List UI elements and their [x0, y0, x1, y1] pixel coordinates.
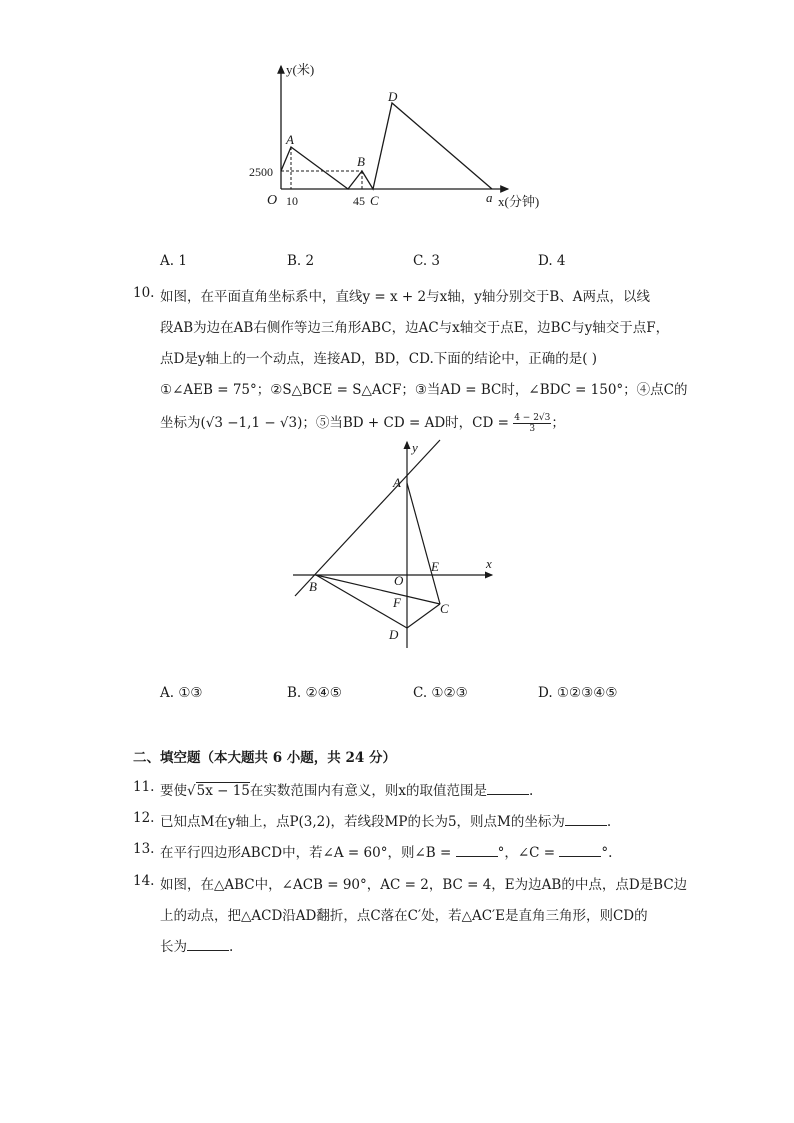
- fig2-label-y: y: [412, 440, 418, 455]
- segment-bc: [316, 575, 440, 604]
- q13-line: [160, 841, 612, 861]
- q10-fraction-num: 4 − 2√3: [514, 413, 551, 423]
- label-a-x: a: [486, 190, 493, 205]
- fig2-label-o: O: [394, 573, 404, 588]
- q12-text-a: 已知点M在y轴上，点P(3,2)，若线段MP的长为5，则点M的坐标为: [160, 814, 565, 830]
- q11-number: 11.: [133, 779, 155, 795]
- q10-fraction: [513, 413, 551, 434]
- label-a: A: [286, 132, 294, 147]
- q11-text-a: 要使: [160, 783, 187, 799]
- q14-text-a: 长为: [160, 939, 187, 955]
- q14-line-3: [160, 935, 233, 955]
- q11-text-c: .: [529, 783, 534, 799]
- figure-distance-time-graph: [240, 58, 560, 218]
- origin-label: O: [267, 193, 278, 208]
- q10-option-a[interactable]: A. ①③: [160, 685, 203, 701]
- y-axis-label: y(米): [286, 62, 315, 77]
- q10-number: 10.: [133, 285, 155, 301]
- fig2-label-e: E: [431, 559, 439, 574]
- q12-text-c: .: [606, 814, 612, 830]
- segment-cd: [407, 604, 440, 628]
- q10-fraction-den: 3: [529, 424, 536, 434]
- x-axis-label: x(分钟): [498, 194, 540, 209]
- segment-ac: [407, 483, 440, 604]
- q12-answer-blank[interactable]: [565, 813, 607, 826]
- q12-line: [160, 810, 611, 830]
- q13-text-c: °.: [601, 845, 613, 861]
- line-y-eq-x-plus-2: [295, 440, 440, 596]
- q9-option-b[interactable]: B. 2: [287, 253, 315, 269]
- q10-line-5: [160, 411, 565, 434]
- figure-coordinate-triangle: [285, 438, 505, 650]
- fig2-label-c: C: [440, 601, 449, 616]
- q10-line-4: ①∠AEB = 75°；②S△BCE = S△ACF；③当AD = BC时，∠BDC = 150°；④点C的: [160, 382, 688, 398]
- q10-option-b[interactable]: B. ②④⑤: [287, 685, 342, 701]
- q13-answer-blank-b[interactable]: [456, 844, 498, 857]
- q12-number: 12.: [133, 810, 155, 826]
- q9-option-d[interactable]: D. 4: [538, 253, 566, 269]
- q11-text-b: 在实数范围内有意义，则x的取值范围是: [249, 783, 488, 799]
- q9-option-a[interactable]: A. 1: [160, 253, 187, 269]
- q10-option-c[interactable]: C. ①②③: [413, 685, 468, 701]
- label-c: C: [370, 193, 379, 208]
- fig2-label-d: D: [389, 627, 399, 642]
- q10-option-d[interactable]: D. ①②③④⑤: [538, 685, 618, 701]
- q11-answer-blank[interactable]: [487, 782, 529, 795]
- tick-2500: 2500: [249, 165, 273, 179]
- fig2-label-x: x: [486, 556, 492, 571]
- section-2-heading: 二、填空题（本大题共 6 小题，共 24 分）: [133, 750, 396, 766]
- q10-line-5-end: ；: [551, 415, 565, 431]
- q14-text-c: .: [229, 939, 234, 955]
- q13-number: 13.: [133, 841, 155, 857]
- tick-45: 45: [353, 194, 365, 208]
- q10-line-3: 点D是y轴上的一个动点，连接AD，BD，CD.下面的结论中，正确的是( ): [160, 351, 598, 367]
- fig2-label-f: F: [393, 595, 401, 610]
- label-b: B: [357, 154, 365, 169]
- q10-line-2: 段AB为边在AB右侧作等边三角形ABC，边AC与x轴交于点E，边BC与y轴交于点F，: [160, 320, 670, 336]
- tick-10: 10: [286, 194, 298, 208]
- fig2-label-a: A: [393, 475, 401, 490]
- q11-line: 要使√5x − 15在实数范围内有意义，则x的取值范围是 .: [160, 783, 534, 799]
- q11-radicand: 5x − 15: [196, 783, 250, 799]
- q10-line-1: 如图，在平面直角坐标系中，直线y = x + 2与x轴，y轴分别交于B、A两点，以线: [160, 289, 651, 305]
- q14-number: 14.: [133, 873, 155, 889]
- fig2-label-b: B: [309, 579, 317, 594]
- q10-line-5-text: 坐标为(√3 −1,1 − √3)；⑤当BD + CD = AD时，CD =: [160, 415, 514, 431]
- label-d: D: [388, 89, 398, 104]
- q13-text-b: °，∠C =: [497, 845, 560, 861]
- q13-answer-blank-c[interactable]: [559, 844, 601, 857]
- q14-answer-blank[interactable]: [187, 938, 229, 951]
- graph-line: [281, 103, 492, 189]
- q14-line-2: 上的动点，把△ACD沿AD翻折，点C落在C′处，若△AC′E是直角三角形，则CD的: [160, 908, 648, 924]
- q14-line-1: 如图，在△ABC中，∠ACB = 90°，AC = 2，BC = 4，E为边AB的中点，点D是BC边: [160, 877, 688, 893]
- q9-option-c[interactable]: C. 3: [413, 253, 441, 269]
- q13-text-a: 在平行四边形ABCD中，若∠A = 60°，则∠B =: [160, 845, 456, 861]
